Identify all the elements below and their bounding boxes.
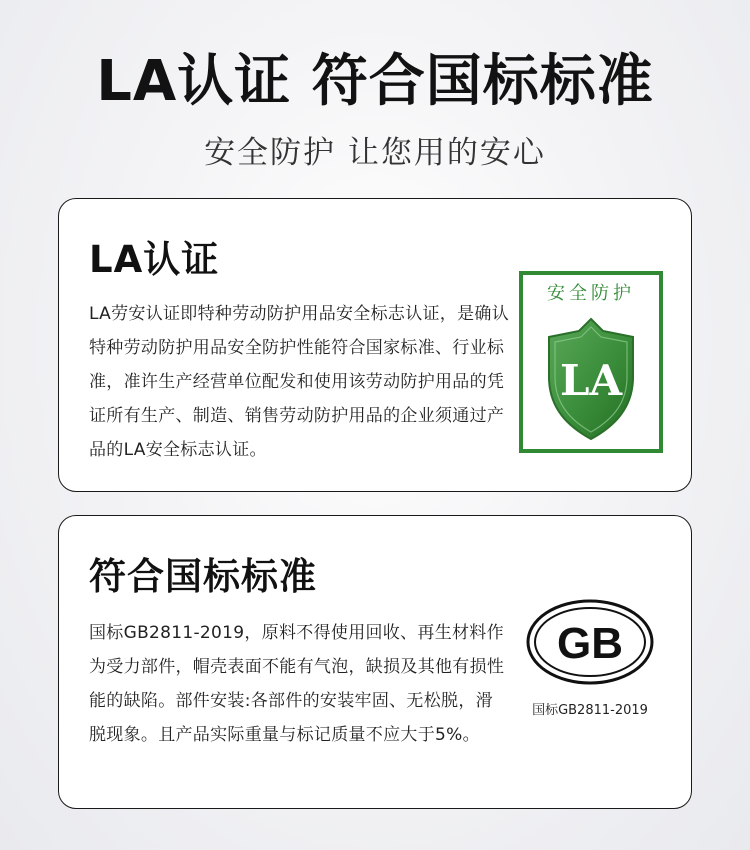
- gb-mark-caption: 国标GB2811-2019: [532, 703, 648, 718]
- gb-card-description: 国标GB2811-2019，原料不得使用回收、再生材料作为受力部件，帽壳表面不能有气泡，缺损及其他有损性能的缺陷。部件安装:各部件的安装牢固、无松脱，滑脱现象。且产品实际重量与标记质量不应大于5%。: [89, 623, 505, 745]
- shield-icon: [541, 315, 641, 443]
- gb-card-heading: 符合国标标准: [89, 555, 317, 598]
- page-subtitle: 安全防护 让您用的安心: [204, 135, 546, 171]
- la-certification-card: [58, 198, 692, 492]
- gb-mark-text: GB: [557, 619, 623, 668]
- la-safety-badge: [519, 271, 663, 453]
- la-card-heading: LA认证: [89, 238, 220, 281]
- la-badge-label: 安全防护: [547, 283, 635, 304]
- gb-standard-card: [58, 515, 692, 809]
- la-card-description: LA劳安认证即特种劳动防护用品安全标志认证，是确认特种劳动防护用品安全防护性能符合国家标准、行业标准，准许生产经营单位配发和使用该劳动防护用品的凭证所有生产、制造、销售劳动防护用品的企业须通过产品的LA安全标志认证。: [89, 304, 509, 460]
- la-badge-mark: LA: [559, 356, 623, 405]
- gb-standard-icon: [525, 598, 655, 686]
- page-title: LA认证 符合国标标准: [96, 49, 654, 114]
